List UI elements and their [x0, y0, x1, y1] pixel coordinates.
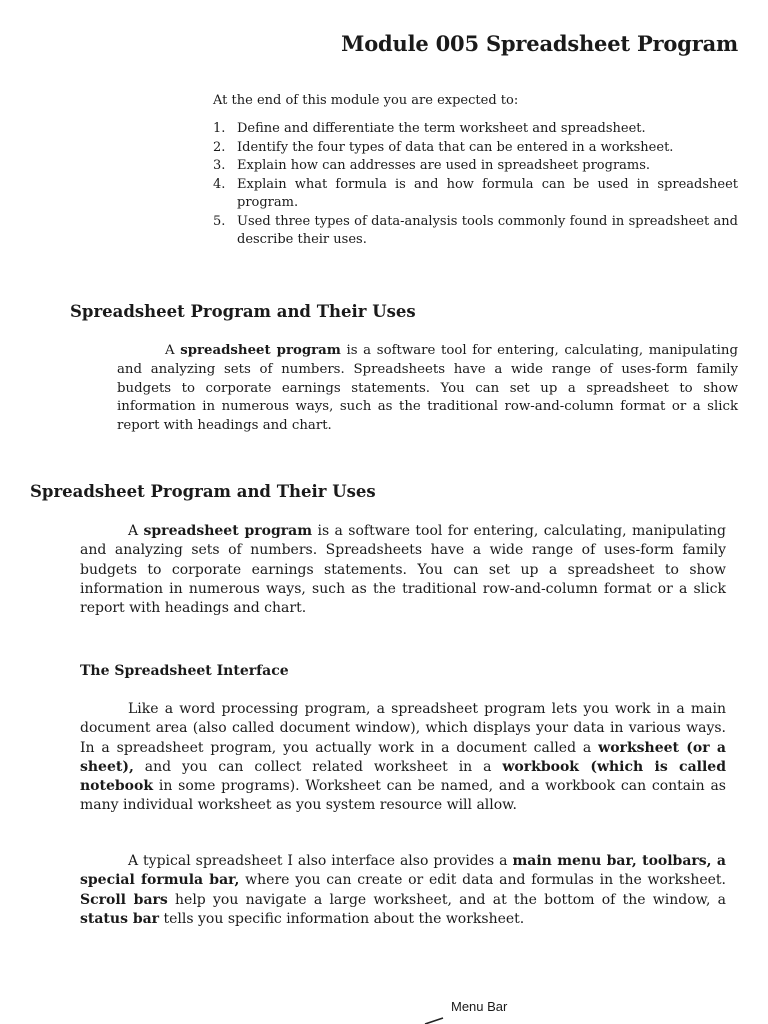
- objectives-list: [213, 120, 738, 250]
- list-item: 3. Explain how can addresses are used in spreadsheet programs.: [213, 158, 651, 173]
- interface-paragraph: A typical spreadsheet I also interface also provides a main menu bar, toolbars, a special formula bar, where you can create or edit data and formulas in the worksheet. Scroll bars help you navigate a large worksheet, and at the bottom of the window, a status bar tells you specific information about the worksheet.: [80, 853, 726, 927]
- list-item: 4. Explain what formula is and how formula can be used in spreadsheet program.: [213, 176, 738, 210]
- list-item: 1. Define and differentiate the term worksheet and spreadsheet.: [213, 121, 646, 136]
- objectives-intro: At the end of this module you are expected to:: [213, 93, 519, 108]
- interface-paragraph: Like a word processing program, a spreadsheet program lets you work in a main document area (also called document window), which displays your data in various ways. In a spreadsheet program, you actually work in a document called a worksheet (or a sheet), and you can collect related worksheet in a workbook (which is called notebook in some programs). Worksheet can be named, and a workbook can contain as many individual worksheet as you system resource will allow.: [80, 701, 727, 814]
- section-paragraph: A spreadsheet program is a software tool for entering, calculating, manipulating and analyzing sets of numbers. Spreadsheets have a wide range of uses-form family budgets to corporate earnings statements. You can set up a spreadsheet to show information in numerous ways, such as the traditional row-and-column format or a slick report with headings and chart.: [117, 343, 738, 434]
- figure-caption: Menu Bar: [451, 999, 508, 1014]
- section-paragraph: A spreadsheet program is a software tool for entering, calculating, manipulating and analyzing sets of numbers. Spreadsheets have a wide range of uses-form family budgets to corporate earnings statements. You can set up a spreadsheet to show information in numerous ways, such as the traditional row-and-column format or a slick report with headings and chart.: [80, 523, 726, 617]
- list-item: 2. Identify the four types of data that can be entered in a worksheet.: [213, 139, 674, 155]
- page-title: Module 005 Spreadsheet Program: [341, 31, 738, 56]
- pointer-line-icon: [420, 1010, 450, 1024]
- section-heading: Spreadsheet Program and Their Uses: [70, 302, 416, 321]
- list-item: 5. Used three types of data-analysis tools commonly found in spreadsheet and describe their uses.: [213, 213, 738, 247]
- section-heading: Spreadsheet Program and Their Uses: [30, 482, 376, 501]
- subsection-heading: The Spreadsheet Interface: [80, 663, 289, 679]
